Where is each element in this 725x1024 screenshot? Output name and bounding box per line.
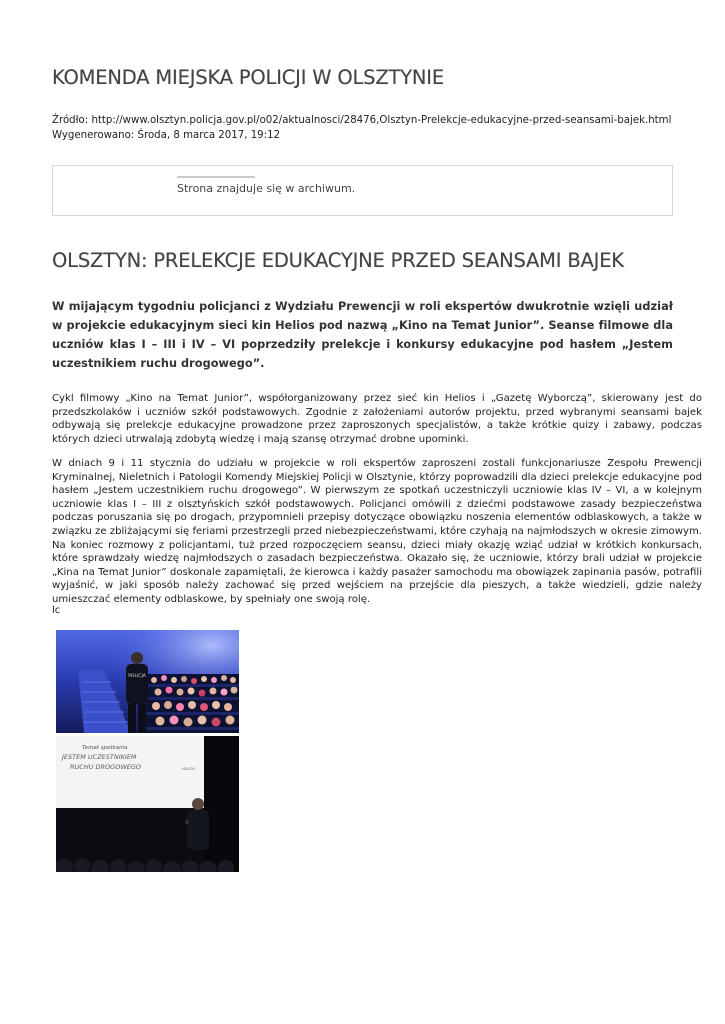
article-signature: lc: [52, 605, 61, 616]
archive-notice-box: [52, 165, 673, 216]
source-line: Źródło: http://www.olsztyn.policja.gov.pl/o02/aktualnosci/28476,Olsztyn-Prelekcje-edukacyjne-przed-seansami-bajek.html: [52, 115, 672, 126]
screen-line-1: Temat spotkania: [82, 745, 128, 751]
document-meta: [52, 114, 671, 143]
article-lead: W mijającym tygodniu policjanci z Wydziału Prewencji w roli ekspertów dwukrotnie wzięli udział w projekcie edukacyjnym sieci kin Helios pod nazwą „Kino na Temat Junior”. Seanse filmowe dla uczniów klas I – III i IV – VI poprzedziły prelekcje i konkursy edukacyjne pod hasłem „Jestem uczestnikiem ruchu drogowego”.: [52, 300, 673, 370]
archive-notice: Strona znajduje się w archiwum.: [177, 182, 356, 195]
archive-divider: [177, 176, 255, 178]
vest-text: POLICJA: [128, 674, 146, 679]
site-title: KOMENDA MIEJSKA POLICJI W OLSZTYNIE: [52, 66, 444, 89]
screen-line-3: RUCHU DROGOWEGO: [70, 763, 142, 771]
screen-logo: HELIOS: [182, 767, 195, 771]
article-paragraph-2: W dniach 9 i 11 stycznia do udziału w projekcie w roli ekspertów zaproszeni zostali funkcjonariusze Zespołu Prewencji Kryminalnej, Nieletnich i Patologii Komendy Miejskiej Policji w Olsztynie, którzy poprowadzili dla dzieci prelekcje edukacyjne pod hasłem „Jestem uczestnikiem ruchu drogowego”. W pierwszym ze spotkań uczestniczyli uczniowie klas IV – VI, a w kolejnym uczniowie klas I – III z olsztyńskich szkół podstawowych. Policjanci omówili z dziećmi podstawowe zasady bezpieczeństwa podczas poruszania się po drogach, przypomnieli przepisy dotyczące obowiązku noszenia elementów odblaskowych, a także w związku ze zbliżającymi się feriami przestrzegli przed niebezpieczeństwami, które czyhają na najmłodszych w okresie zimowym. Na koniec rozmowy z policjantami, tuż przed rozpoczęciem seansu, dzieci miały okazję wziąć udział w krótkich konkursach, które sprawdzały wiedzę najmłodszych o zasadach bezpieczeństwa. Okazało się, że uczniowie, którzy brali udział w projekcie „Kina na Temat Junior” doskonale zapamiętali, że kierowca i każdy pasażer samochodu ma obowiązek zapinania pasów, potrafili wyjaśnić, w jaki sposób należy zachować się przed wejściem na przejście dla pieszych, a także wiedzieli, gdzie należy umieszczać elementy odblaskowe, by spełniały one swoją rolę.: [52, 458, 702, 605]
article-title: OLSZTYN: PRELEKCJE EDUKACYJNE PRZED SEANSAMI BAJEK: [52, 249, 624, 272]
photo-cinema-screen: [56, 736, 239, 872]
photo-cinema-hall: [56, 630, 239, 733]
article-paragraph-1: Cykl filmowy „Kino na Temat Junior”, współorganizowany przez sieć kin Helios i „Gazetę Wyborczą”, skierowany jest do przedszkolaków i uczniów szkół podstawowych. Zgodnie z założeniami autorów projektu, przed wybranymi seansami bajek odbywają się prelekcje edukacyjne prowadzone przez zaproszonych specjalistów, a także krótkie quizy i zabawy, podczas których dzieci utrwalają zdobytą wiedzę i mają szansę otrzymać drobne upominki.: [52, 393, 702, 445]
generated-line: Wygenerowano: Środa, 8 marca 2017, 19:12: [52, 129, 281, 141]
screen-line-2: JESTEM UCZESTNIKIEM: [62, 753, 137, 761]
